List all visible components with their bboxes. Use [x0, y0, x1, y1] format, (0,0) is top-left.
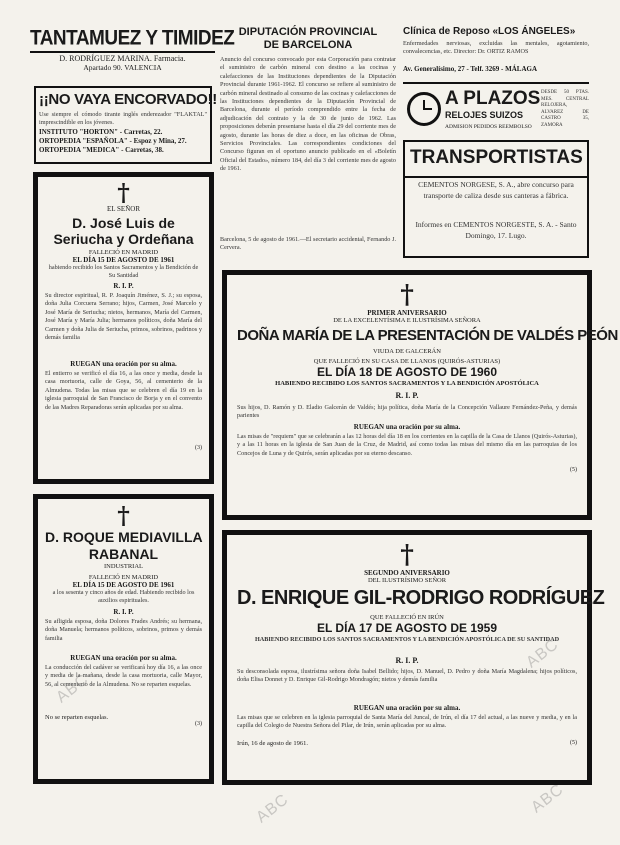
obituary-rip: R. I. P. [395, 656, 419, 665]
transportistas-footer: Informes en CEMENTOS NORGESTE, S. A. - Santo Domingo, 17. Lugo. [415, 220, 577, 240]
obituary-pre: EL SEÑOR [107, 205, 140, 213]
encorvado-title: ¡¡NO VAYA ENCORVADO!! [39, 91, 217, 108]
obituary-date: EL DÍA 15 DE AGOSTO DE 1961 [72, 581, 175, 589]
watch-hand-icon [424, 108, 432, 110]
angeles-address: Av. Generalísimo, 27 - Telf. 3269 - MÁLAGA [403, 65, 538, 73]
obituary-name: D. José Luis de Seriucha y Ordeñana [53, 215, 194, 247]
plazos-subtitle: RELOJES SUIZOS [445, 110, 524, 120]
obituary-viuda: VIUDA DE GALCERÁN [373, 348, 441, 355]
obituary-number: (5) [570, 467, 577, 473]
obituary-body: Sus hijos, D. Ramón y D. Eladio Galcerán de Valdés; hija política, doña María de la Concepción Vallaure Fernández-Peña, y demás parientes [237, 404, 577, 420]
obituary-body2: Las misas de "requiem" que se celebrarán a las 12 horas del día 18 en los corrientes en la capilla de la Casa de Llanos (Quirós-Asturias), y a las 11 horas en la iglesia de San Juan de la Cruz, de Madrid, así como todas las misas del mismo día en las parroquias de los Concejos de Luna y de Quirós, serán aplicadas por su eterno descanso. [237, 433, 577, 457]
obituary-sacr: habiendo recibido los Santos Sacramentos y la Bendición de Su Santidad [48, 264, 199, 280]
encorvado-text: Use siempre el cómodo tirante inglés enderezador "FLAKTAL" imprescindible en los jóvenes. [39, 111, 207, 127]
obituary-name: DOÑA MARÍA DE LA PRESENTACIÓN DE VALDÉS PEÓN [237, 327, 618, 344]
angeles-title: Clínica de Reposo «LOS ÁNGELES» [403, 26, 576, 37]
obituary-number: (3) [195, 721, 202, 727]
cross-icon: † [400, 540, 414, 570]
obituary-number: (3) [195, 445, 202, 451]
obituary-ruegan: RUEGAN una oración por su alma. [353, 704, 461, 712]
obituary-ruegan: RUEGAN una oración por su alma. [70, 360, 177, 368]
cross-icon: † [117, 501, 130, 530]
plazos-ad [403, 88, 589, 136]
tantamuez-line1: D. RODRÍGUEZ MARINA. Farmacia. [59, 54, 186, 63]
encorvado-line2: ORTOPEDIA "ESPAÑOLA" - Espoz y Mina, 27. [39, 137, 187, 145]
obituary-number: (5) [570, 740, 577, 746]
cross-icon: † [117, 178, 130, 207]
obituary-name-2: RABANAL [88, 546, 159, 562]
obituary-pre: SEGUNDO ANIVERSARIO [364, 569, 450, 577]
diputacion-notice [220, 26, 396, 258]
transportistas-ad [403, 140, 589, 258]
transportistas-text: CEMENTOS NORGESE, S. A., abre concurso para transporte de caliza desde sus canteras a fábrica. [418, 180, 574, 200]
obituary-seriucha [33, 172, 214, 484]
obituary-rip: R. I. P. [113, 608, 134, 616]
obituary-falle: QUE FALLECIÓ EN SU CASA DE LLANOS (QUIRÓS-ASTURIAS) [313, 358, 501, 365]
encorvado-ad [34, 86, 217, 164]
obituary-name: D. ROQUE MEDIAVILLA [45, 529, 203, 545]
obituary-rip: R. I. P. [113, 282, 134, 290]
obituary-sacr: HABIENDO RECIBIDO LOS SANTOS SACRAMENTOS Y LA BENDICIÓN APOSTÓLICA DE SU SANTIDAD [254, 636, 560, 643]
obituary-profession: INDUSTRIAL [104, 563, 143, 570]
obituary-mediavilla [33, 494, 214, 784]
obituary-date: EL DÍA 15 DE AGOSTO DE 1961 [72, 256, 175, 264]
obituary-date: EL DÍA 18 DE AGOSTO DE 1960 [316, 365, 498, 379]
obituary-falle: FALLECIÓ EN MADRID [88, 574, 159, 581]
obituary-valdes [222, 270, 618, 520]
obituary-body2: El entierro se verificó el día 16, a las once y media, desde la casa mortuoria, calle de Goya, 56, al cementerio de la Almudena. Todas las misas que se celebren el día 19 en la iglesia parroquial de San Francisco de Borja y en el convento de las Madres Reparadoras serán aplicadas por su alma. [45, 370, 202, 411]
obituary-body2: La conducción del cadáver se verificará hoy día 16, a las once y media de la mañana, desde la casa mortuoria, calle Mayor, 56, al cementerio de la Almudena. No se reparten esquelas. [45, 664, 202, 688]
notice-text: Anuncio del concurso convocado por esta Corporación para contratar el suministro de carbón mineral con destino a las cocinas y calefacciones de las Instituciones dependientes de la Diputación Provincial durante 1961-1962. El concurso se refiere al suministro de carbón mineral destinado al consumo de las cocinas y calefacciones de las Instituciones dependientes de la Diputación Provincial de Barcelona, durante el período comprendido entre la fecha de adjudicación del contrato y la de 30 de junio de 1962. Las proposiciones deberán presentarse hasta el día 29 del corriente mes de agosto, durante las horas de diez a doce, en las oficinas de Obras, Servicios Provinciales. Las correspondientes condiciones del Concurso figuran en el oportuno anuncio publicado en el «Boletín Oficial del Estado», número 184, del día 3 del corriente mes de agosto de 1961. [220, 56, 396, 173]
obituary-ruegan: RUEGAN una oración por su alma. [353, 423, 461, 431]
encorvado-line1: INSTITUTO "HORTON" - Carretas, 22. [39, 128, 163, 136]
obituary-name: D. ENRIQUE GIL-RODRIGO RODRÍGUEZ [237, 587, 605, 609]
obituary-body: Su director espiritual, R. P. Joaquín Jiménez, S. J.; su esposa, doña Julia Corcuera Serrano; hijos, Carmen, José Marcelo y José María de Seriucha; nietos, hermanos, María del Carmen, José María y María Julia; hermanos políticos, doña María del Carmen y doña Julia de Seriucha, primos, sobrinos, padrinos y demás familia [45, 292, 202, 342]
watermark: ABC [523, 635, 563, 672]
notice-signature: Barcelona, 5 de agosto de 1961.—El secretario accidental, Fernando J. Cervera. [220, 236, 396, 252]
obituary-place-date: Irún, 16 de agosto de 1961. [237, 740, 308, 747]
tantamuez-ad [30, 26, 235, 80]
divider [403, 82, 589, 84]
obituary-body: Su afligida esposa, doña Dolores Frades Andrés; su hermana, doña Manuela; hermanos políticos, sobrinos, primos y demás familia [45, 618, 202, 642]
obituary-falle: FALLECIÓ EN MADRID [88, 249, 159, 256]
tantamuez-title: TANTAMUEZ Y TIMIDEZ [30, 26, 235, 50]
obituary-rip: R. I. P. [395, 391, 419, 400]
encorvado-line3: ORTOPEDIA "MEDICA" - Carretas, 38. [39, 146, 164, 154]
watermark: ABC [528, 780, 568, 817]
obituary-norep: No se reparten esquelas. [45, 714, 109, 721]
cross-icon: † [400, 280, 414, 310]
plazos-side-text: DESDE 50 PTAS. MES. CENTRAL RELOJERA, ALVAREZ DE CASTRO 35, ZAMORA [541, 90, 589, 128]
divider [30, 51, 215, 53]
notice-subheading: DE BARCELONA [263, 39, 353, 51]
obituary-pre: PRIMER ANIVERSARIO [367, 309, 447, 317]
watch-icon [407, 92, 441, 126]
obituary-date: EL DÍA 17 DE AGOSTO DE 1959 [316, 621, 498, 635]
notice-heading: DIPUTACIÓN PROVINCIAL [238, 26, 378, 38]
obituary-pre-2: DE LA EXCELENTÍSIMA E ILUSTRÍSIMA SEÑORA [333, 317, 481, 324]
plazos-footer: ADMISION PEDIDOS REEMBOLSO [445, 124, 532, 130]
plazos-title: A PLAZOS [445, 88, 541, 109]
tantamuez-line2: Apartado 90. VALENCIA [83, 63, 162, 72]
watermark: ABC [53, 670, 93, 707]
angeles-text: Enfermedades nerviosas, excluidas las mentales, agotamiento, convalecencias, etc. Director: Dr. ORTIZ RAMOS [403, 40, 589, 56]
divider [405, 176, 587, 178]
angeles-ad [403, 26, 589, 86]
obituary-sacr: HABIENDO RECIBIDO LOS SANTOS SACRAMENTOS Y LA BENDICIÓN APOSTÓLICA [275, 380, 539, 387]
transportistas-title: TRANSPORTISTAS [410, 147, 583, 168]
obituary-ruegan: RUEGAN una oración por su alma. [70, 654, 177, 662]
obituary-pre-2: DEL ILUSTRÍSIMO SEÑOR [367, 577, 447, 584]
watermark: ABC [253, 790, 293, 827]
obituary-age: a los sesenta y cinco años de edad. Habiendo recibido los auxilios espirituales. [52, 589, 195, 605]
obituary-falle: QUE FALLECIÓ EN IRÚN [370, 614, 444, 621]
obituary-body: Su desconsolada esposa, ilustrísima señora doña Isabel Bellido; hijos, D. Manuel, D. Pedro y doña María Magdalena; hijos políticos, doña Elisa Donnet y D. Enrique Gil-Rodrigo Mondragón; nietos y demás familia [237, 668, 577, 684]
obituary-body2: Las misas que se celebren en la iglesia parroquial de Santa María del Juncal, de Irún, el día 17 del actual, a las nueve y media, y en la capilla del Colegio de Nuestra Señora del Pilar, de Irún, serán aplicadas por su alma. [237, 714, 577, 730]
